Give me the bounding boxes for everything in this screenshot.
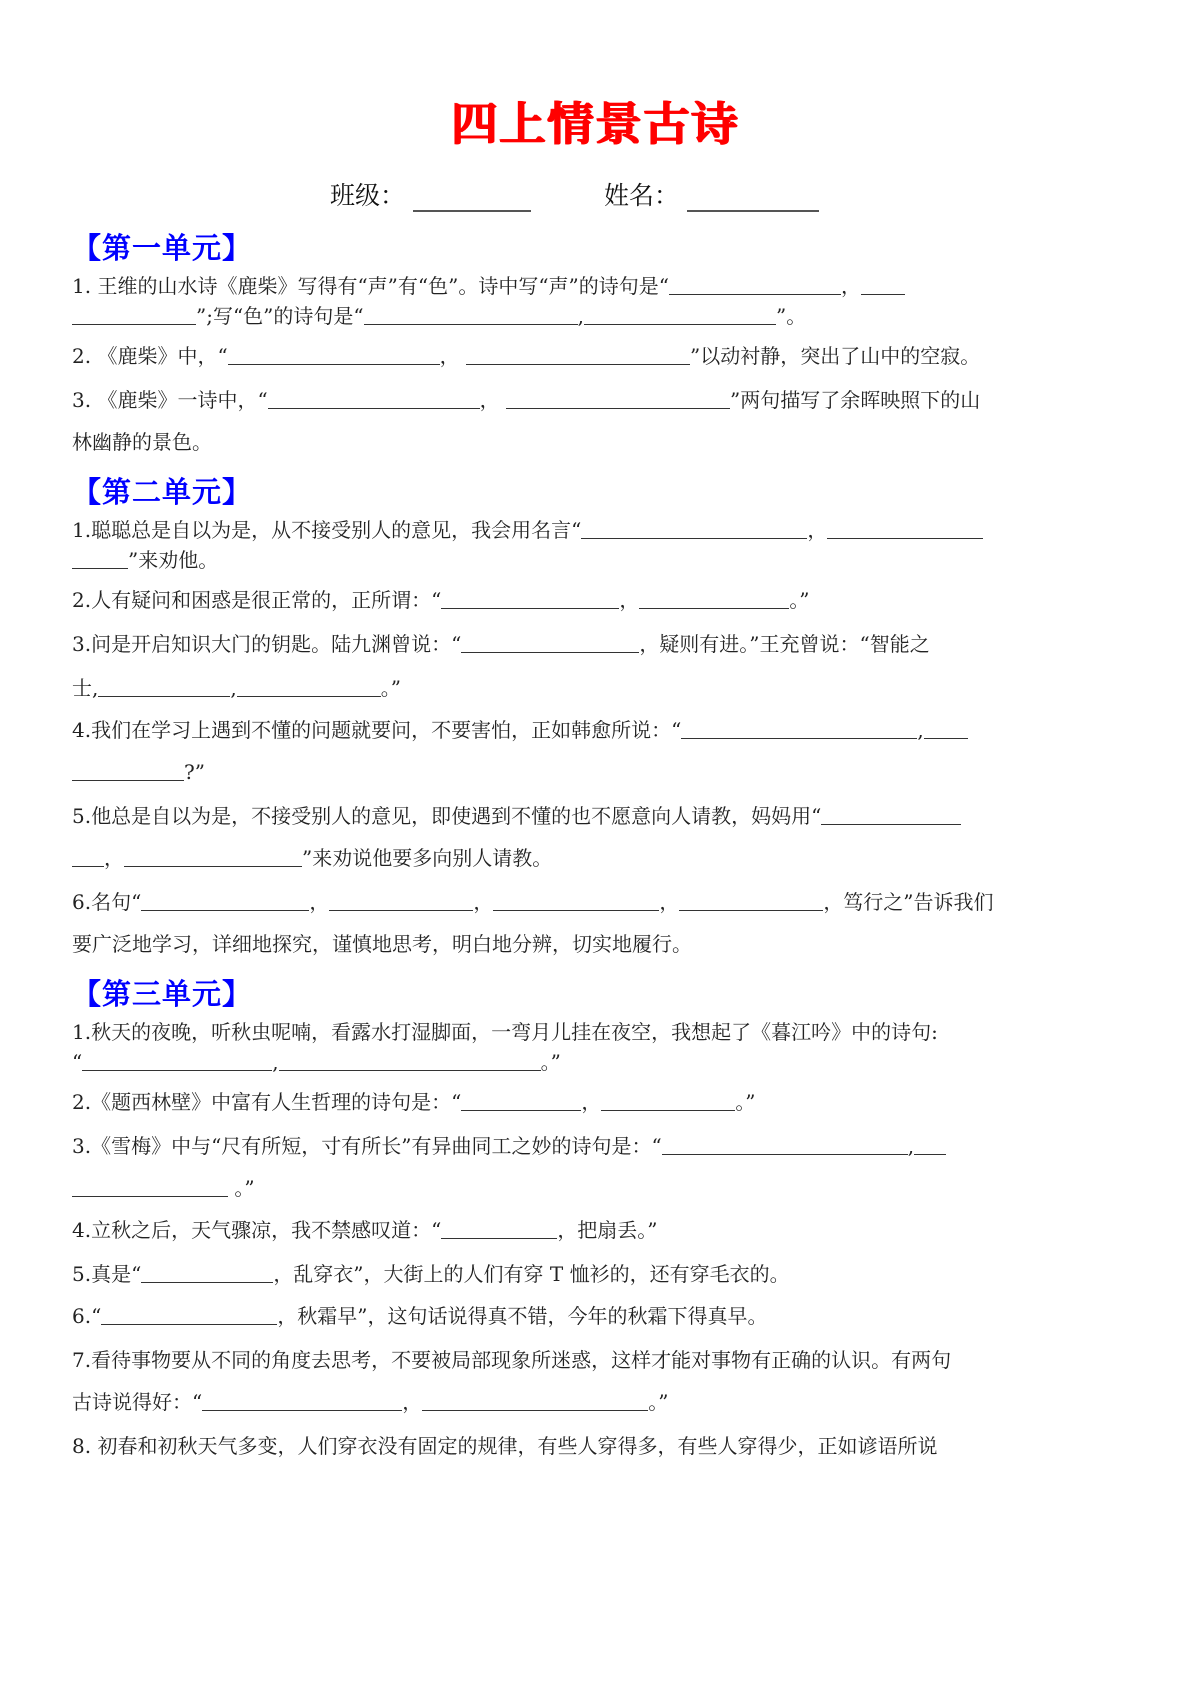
question-text: 1.聪聪总是自以为是，从不接受别人的意见，我会用名言“ — [72, 518, 582, 542]
question-line — [72, 302, 1122, 330]
question-line — [72, 1216, 1122, 1244]
question-text: 3. 《鹿柴》一诗中，“ — [72, 388, 268, 412]
question-line — [72, 1048, 1122, 1076]
question-line — [72, 1260, 1122, 1288]
question-text: ， — [104, 846, 124, 870]
question-text: 8. 初春和初秋天气多变，人们穿衣没有固定的规律，有些人穿得多，有些人穿得少，正如谚语所说 — [72, 1434, 938, 1458]
name-label: 姓名： — [604, 181, 680, 210]
question-text: 5.他总是自以为是，不接受别人的意见，即使遇到不懂的也不愿意向人请教，妈妈用“ — [72, 804, 822, 828]
answer-blank[interactable] — [329, 890, 473, 911]
section-heading: 【第一单元】 — [72, 231, 253, 265]
answer-blank[interactable] — [141, 1262, 273, 1283]
answer-blank[interactable] — [461, 1090, 581, 1111]
question-line — [72, 546, 1122, 574]
question-text: 。” — [228, 1176, 255, 1200]
question-line — [72, 516, 1122, 544]
question-text: , — [577, 304, 584, 328]
answer-blank[interactable] — [72, 760, 184, 781]
question-text: ”;写“色”的诗句是“ — [196, 304, 364, 328]
answer-blank[interactable] — [124, 846, 302, 867]
answer-blank[interactable] — [581, 518, 807, 539]
answer-blank[interactable] — [861, 274, 905, 295]
question-text: ， — [473, 890, 494, 914]
answer-blank[interactable] — [639, 588, 789, 609]
section-heading: 【第三单元】 — [72, 977, 253, 1011]
question-line — [72, 930, 1122, 958]
question-line — [72, 1432, 1122, 1460]
answer-blank[interactable] — [98, 676, 230, 697]
answer-blank[interactable] — [441, 1218, 557, 1239]
question-text: 1. 王维的山水诗《鹿柴》写得有“声”有“色”。诗中写“声”的诗句是“ — [72, 274, 670, 298]
question-text: 。” — [648, 1390, 669, 1414]
question-text: 士, — [72, 676, 99, 700]
question-line — [72, 272, 1122, 300]
question-text: ， — [659, 890, 680, 914]
name-field — [604, 176, 819, 212]
question-text: ，乱穿衣”，大街上的人们有穿 T 恤衫的，还有穿毛衣的。 — [273, 1262, 790, 1286]
question-line — [72, 1388, 1122, 1416]
question-text: , — [907, 1134, 915, 1158]
answer-blank[interactable] — [506, 388, 730, 409]
question-text: 。” — [735, 1090, 756, 1114]
question-text: ， — [807, 518, 828, 542]
answer-blank[interactable] — [681, 718, 917, 739]
name-input-line[interactable] — [687, 182, 819, 212]
question-text: ， — [581, 1090, 602, 1114]
question-line — [72, 586, 1122, 614]
question-text: ”。 — [776, 304, 807, 328]
answer-blank[interactable] — [466, 344, 690, 365]
question-text: 2. 《鹿柴》中，“ — [72, 344, 228, 368]
question-line — [72, 342, 1122, 370]
answer-blank[interactable] — [584, 304, 776, 325]
question-text: ，笃行之”告诉我们 — [823, 890, 994, 914]
question-text: ， — [841, 274, 862, 298]
question-line — [72, 630, 1122, 658]
answer-blank[interactable] — [924, 718, 968, 739]
answer-blank[interactable] — [422, 1390, 648, 1411]
answer-blank[interactable] — [364, 304, 578, 325]
question-line — [72, 802, 1122, 830]
answer-blank[interactable] — [279, 1050, 541, 1071]
class-field — [330, 176, 531, 212]
question-text: , — [917, 718, 924, 742]
question-text: ”来劝他。 — [128, 548, 219, 572]
answer-blank[interactable] — [268, 388, 480, 409]
question-line — [72, 1174, 1122, 1202]
question-text: 6.名句“ — [72, 890, 142, 914]
question-text: ， — [619, 588, 640, 612]
question-text: ?” — [184, 760, 205, 784]
question-text: 3.问是开启知识大门的钥匙。陆九渊曾说：“ — [72, 632, 462, 656]
answer-blank[interactable] — [228, 344, 440, 365]
section-heading: 【第二单元】 — [72, 475, 253, 509]
answer-blank[interactable] — [914, 1134, 946, 1155]
question-text: 5.真是“ — [72, 1262, 142, 1286]
question-line — [72, 1302, 1122, 1330]
answer-blank[interactable] — [72, 304, 196, 325]
question-text: 要广泛地学习，详细地探究，谨慎地思考，明白地分辨，切实地履行。 — [72, 932, 692, 956]
answer-blank[interactable] — [493, 890, 659, 911]
answer-blank[interactable] — [141, 890, 309, 911]
question-text: ， — [309, 890, 330, 914]
question-line — [72, 888, 1122, 916]
question-text: , — [230, 676, 237, 700]
question-text: 2.《题西林壁》中富有人生哲理的诗句是：“ — [72, 1090, 462, 1114]
question-line — [72, 844, 1122, 872]
answer-blank[interactable] — [601, 1090, 735, 1111]
question-text: 7.看待事物要从不同的角度去思考，不要被局部现象所迷惑，这样才能对事物有正确的认识。有两句 — [72, 1348, 952, 1372]
answer-blank[interactable] — [662, 1134, 908, 1155]
question-line — [72, 1132, 1122, 1160]
answer-blank[interactable] — [72, 548, 128, 569]
answer-blank[interactable] — [72, 846, 104, 867]
question-text: 林幽静的景色。 — [72, 430, 212, 454]
question-line — [72, 1018, 1122, 1046]
question-text: ， — [439, 344, 467, 368]
answer-blank[interactable] — [461, 632, 639, 653]
question-line — [72, 674, 1122, 702]
answer-blank[interactable] — [101, 1304, 277, 1325]
class-input-line[interactable] — [413, 182, 531, 212]
question-text: ，疑则有进。”王充曾说：“智能之 — [639, 632, 930, 656]
answer-blank[interactable] — [821, 804, 961, 825]
question-line — [72, 386, 1122, 414]
question-text: 古诗说得好：“ — [72, 1390, 203, 1414]
answer-blank[interactable] — [202, 1390, 402, 1411]
question-text: ”来劝说他要多向别人请教。 — [302, 846, 553, 870]
answer-blank[interactable] — [669, 274, 841, 295]
question-text: 2.人有疑问和困惑是很正常的，正所谓：“ — [72, 588, 442, 612]
question-text: ， — [402, 1390, 423, 1414]
question-line — [72, 1088, 1122, 1116]
answer-blank[interactable] — [237, 676, 381, 697]
answer-blank[interactable] — [72, 1176, 228, 1197]
class-label: 班级： — [330, 181, 406, 210]
question-text: ，把扇丢。” — [557, 1218, 658, 1242]
question-line — [72, 428, 1122, 456]
answer-blank[interactable] — [827, 518, 983, 539]
question-text: 4.我们在学习上遇到不懂的问题就要问，不要害怕，正如韩愈所说：“ — [72, 718, 682, 742]
question-text: , — [272, 1050, 279, 1074]
answer-blank[interactable] — [441, 588, 619, 609]
question-text: 4.立秋之后，天气骤凉，我不禁感叹道：“ — [72, 1218, 442, 1242]
answer-blank[interactable] — [679, 890, 823, 911]
question-text: 。” — [789, 588, 810, 612]
question-text: ”两句描写了余晖映照下的山 — [730, 388, 981, 412]
question-text: “ — [72, 1050, 83, 1074]
question-text: 6.“ — [72, 1304, 102, 1328]
question-text: 3.《雪梅》中与“尺有所短，寸有所长”有异曲同工之妙的诗句是：“ — [72, 1134, 662, 1158]
question-text: ，秋霜早”，这句话说得真不错，今年的秋霜下得真早。 — [277, 1304, 768, 1328]
page-title: 四上情景古诗 — [451, 97, 740, 151]
question-line — [72, 716, 1122, 744]
question-text: 。” — [380, 676, 401, 700]
question-line — [72, 758, 1122, 786]
question-text: 1.秋天的夜晚，听秋虫呢喃，看露水打湿脚面，一弯月儿挂在夜空，我想起了《暮江吟》中的诗句: — [72, 1020, 938, 1044]
question-text: ， — [479, 388, 507, 412]
question-text: 。” — [540, 1050, 561, 1074]
question-text: ”以动衬静，突出了山中的空寂。 — [690, 344, 981, 368]
question-line — [72, 1346, 1122, 1374]
answer-blank[interactable] — [82, 1050, 272, 1071]
